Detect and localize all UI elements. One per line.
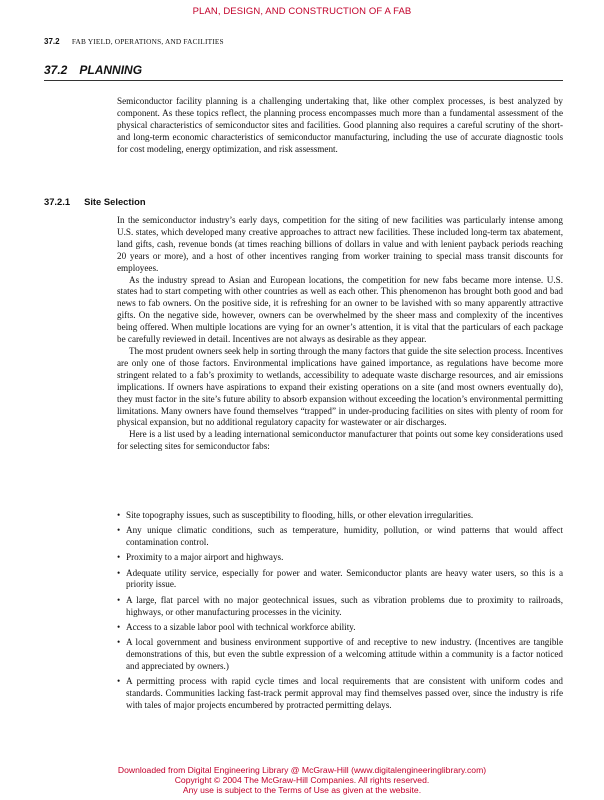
section-number: 37.2	[44, 63, 68, 77]
section-heading	[44, 63, 563, 81]
footer-line: Downloaded from Digital Engineering Library @ McGraw-Hill (www.digitalengineeringlibrary.com)	[117, 765, 487, 775]
paragraph: In the semiconductor industry’s early days, competition for the siting of new facilities was particularly intense among U.S. states, which developed many creative approaches to attract new facilities. These included long-term tax abatement, land gifts, cash, revenue bonds (at times reaching billions of dollars in value and with lenient payback periods reaching 20 years or more), and a host of other incentives ranging from worker training to special mass transit discounts for employees.	[117, 215, 563, 273]
list-item: • Site topography issues, such as susceptibility to flooding, hills, or other elevation irregularities.	[117, 510, 563, 522]
running-head-number: 37.2	[44, 37, 60, 46]
paragraph: Here is a list used by a leading international semiconductor manufacturer that points out some key considerations used for selecting sites for semiconductor fabs:	[117, 429, 563, 452]
running-head	[44, 37, 564, 46]
paragraph: As the industry spread to Asian and European locations, the competition for new fabs became more intense. U.S. states had to start competing with other countries as well as each other. This phenomenon has brought both good and bad news to fab owners. On the positive side, it is refreshing for an owner to be lavished with so many apparently attractive gifts. On the negative side, however, owners can be overwhelmed by the sheer mass and complexity of the incentives being offered. When multiple locations are vying for an owner’s attention, it is vital that the particulars of each package be carefully reviewed in detail. Incentives are not always as desirable as they appear.	[117, 274, 563, 345]
list-item: • A local government and business environment supportive of and receptive to new industry. (Incentives are tangible demonstrations of this, but even the subtle expression of a welcoming attitude within a community is a factor noticed and appreciated by owners.)	[117, 637, 563, 673]
list-item: • Adequate utility service, especially for power and water. Semiconductor plants are heavy water users, so this is a priority issue.	[117, 568, 563, 592]
list-item: • A permitting process with rapid cycle times and local requirements that are consistent with uniform codes and standards. Communities lacking fast-track permit approval may find themselves passed over, since the industry is rife with tales of major projects encumbered by protracted permitting delays.	[117, 676, 563, 712]
running-head-title: FAB YIELD, OPERATIONS, AND FACILITIES	[71, 37, 224, 46]
body-text	[117, 215, 563, 453]
site-criteria-list	[117, 510, 563, 715]
list-item: • Proximity to a major airport and highways.	[117, 552, 563, 564]
section-title: PLANNING	[79, 63, 143, 77]
subsection-number: 37.2.1	[44, 196, 71, 207]
intro-block	[117, 96, 563, 156]
footer-line: Copyright © 2004 The McGraw-Hill Companies. All rights reserved.	[174, 775, 430, 785]
list-item: • A large, flat parcel with no major geotechnical issues, such as vibration problems due to proximity to railroads, highways, or other manufacturing processes in the vicinity.	[117, 595, 563, 619]
intro-paragraph: Semiconductor facility planning is a challenging undertaking that, like other complex processes, is best analyzed by component. As these topics reflect, the planning process encompasses much more than a fundamental assessment of the physical characteristics of semiconductor sites and facilities. Good planning also requires a careful scrutiny of the short- and long-term economic characteristics of semiconductor manufacturing, including the use of accurate diagnostic tools for cost modeling, energy optimization, and risk assessment.	[117, 96, 563, 154]
subsection-title: Site Selection	[84, 196, 146, 207]
footer-line: Any use is subject to the Terms of Use as given at the website.	[182, 785, 422, 795]
paragraph: The most prudent owners seek help in sorting through the many factors that guide the site selection process. Incentives are only one of those factors. Environmental implications have gained importance, as regulations have become more stringent related to a fab’s proximity to wetlands, accessibility to adequate waste discharge resources, and air emissions implications. If owners have aspirations to expand their existing operations on a site (and most owners eventually do), they must factor in the site’s future ability to absorb expansion without exceeding the location’s environmental permitting limitations. Many owners have found themselves “trapped” in under-producing facilities on sites with plenty of room for physical expansion, but no additional regulatory capacity for wastewater or air discharges.	[117, 345, 563, 428]
page-banner: PLAN, DESIGN, AND CONSTRUCTION OF A FAB	[192, 6, 412, 17]
list-item: • Access to a sizable labor pool with technical workforce ability.	[117, 622, 563, 634]
subsection-heading	[44, 196, 146, 207]
list-item: • Any unique climatic conditions, such as temperature, humidity, pollution, or wind patterns that would affect contamination control.	[117, 525, 563, 549]
